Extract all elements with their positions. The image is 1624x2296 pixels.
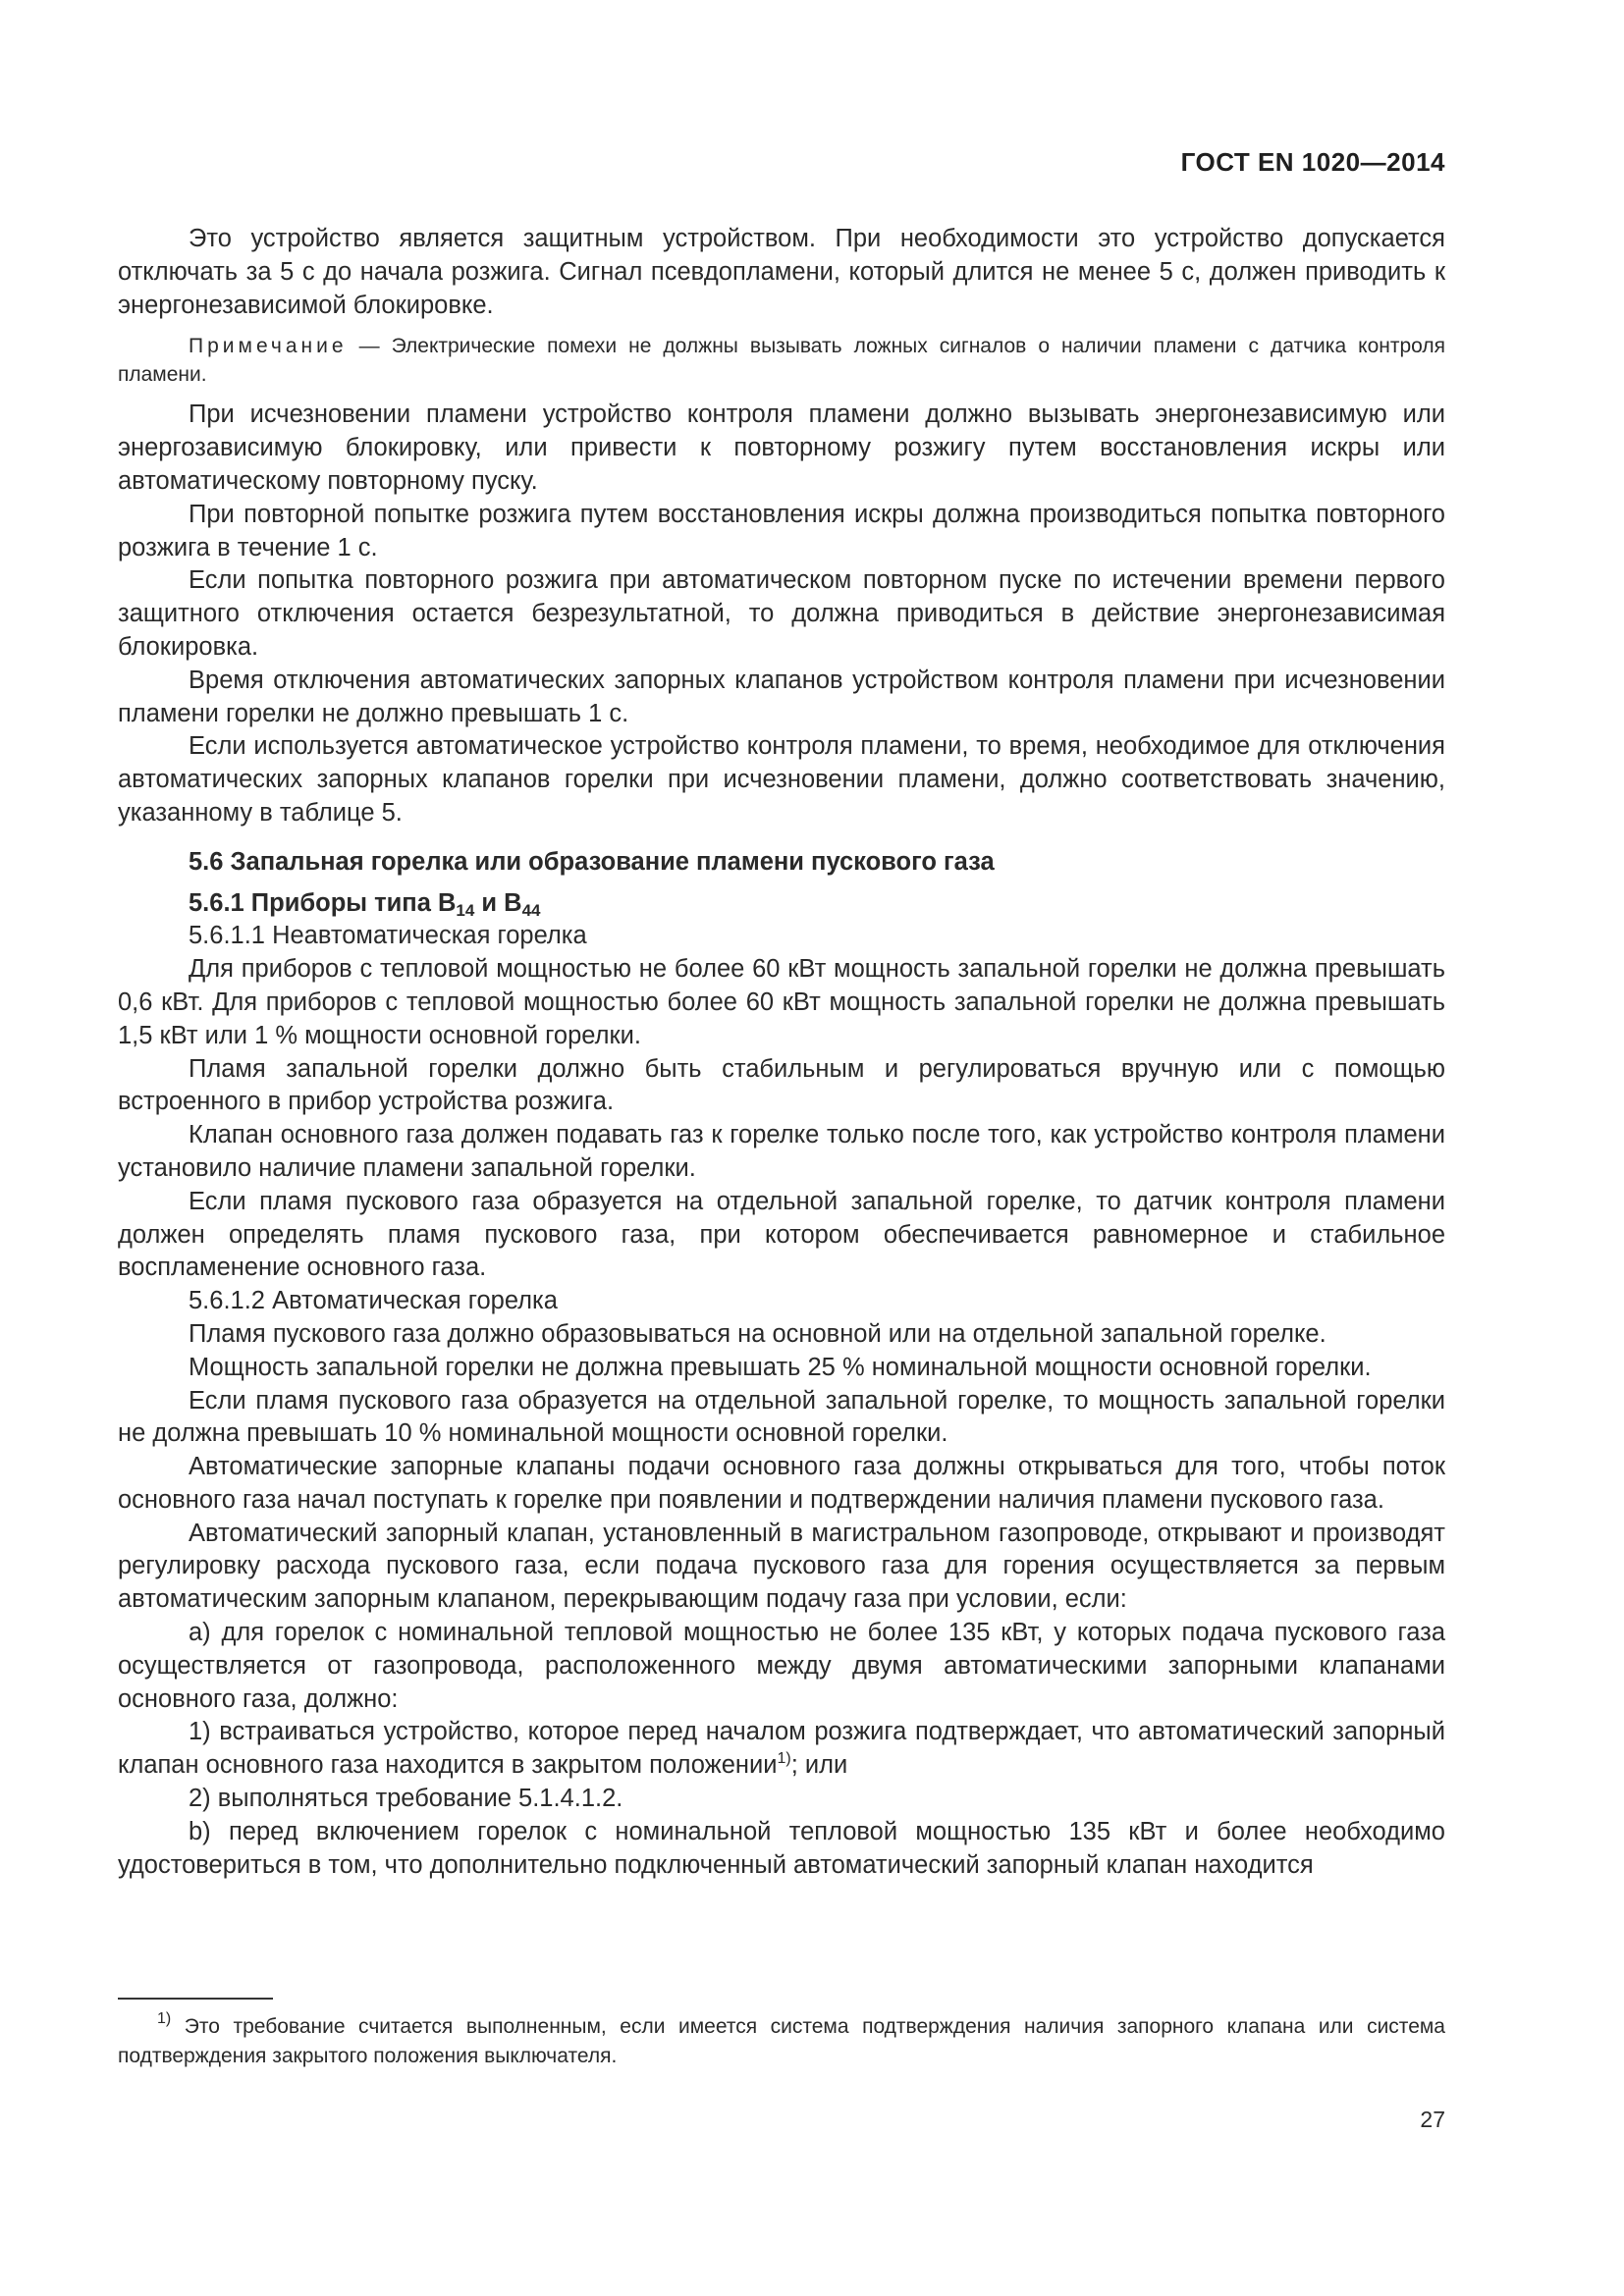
paragraph: Мощность запальной горелки не должна превышать 25 % номинальной мощности основной горелки. xyxy=(189,1353,1372,1381)
paragraph: Если пламя пускового газа образуется на отдельной запальной горелке, то датчик контроля пламени должен определять пламя пускового газа, при котором обеспечивается равномерное и стабильное воспламенение основного газа. xyxy=(118,1187,1445,1282)
paragraph: Если попытка повторного розжига при автоматическом повторном пуске по истечении времени первого защитного отключения остается безрезультатной, то должна приводиться в действие энергонезависимая блокировка. xyxy=(118,566,1445,661)
paragraph: Автоматические запорные клапаны подачи основного газа должны открываться для того, чтобы поток основного газа начал поступать к горелке при появлении и подтверждении наличия пламени пускового газа. xyxy=(118,1453,1445,1514)
heading-text: 5.6.1 Приборы типа B xyxy=(189,888,457,917)
paragraph: Для приборов с тепловой мощностью не более 60 кВт мощность запальной горелки не должна превышать 0,6 кВт. Для приборов с тепловой мощностью более 60 кВт мощность запальной горелки не должна превышать 1,5 кВт или 1 % мощности основной горелки. xyxy=(118,955,1445,1049)
subscript: 14 xyxy=(456,900,475,920)
paragraph: Автоматический запорный клапан, установленный в магистральном газопроводе, открывают и производят регулировку расхода пускового газа, если подача пускового газа для горения осуществляется за первым автоматическим запорным клапаном, перекрывающим подачу газа при условии, если: xyxy=(118,1519,1445,1614)
footnote-mark: 1) xyxy=(157,2010,172,2027)
paragraph: Если используется автоматическое устройство контроля пламени, то время, необходимое для отключения автоматических запорных клапанов горелки при исчезновении пламени, должно соответствовать значению, указанному в таблице 5. xyxy=(118,732,1445,827)
paragraph: Пламя пускового газа должно образовываться на основной или на отдельной запальной горелке. xyxy=(189,1319,1326,1348)
footnote-divider xyxy=(118,1998,273,2000)
heading-text: и B xyxy=(474,888,522,917)
paragraph: При повторной попытке розжига путем восстановления искры должна производиться попытка повторного розжига в течение 1 с. xyxy=(118,500,1445,561)
section-heading-5-6-1 xyxy=(118,887,1445,921)
list-item-text: 1) встраиваться устройство, которое перед началом розжига подтверждает, что автоматический запорный клапан основного газа находится в закрытом положении xyxy=(118,1718,1445,1780)
footnote-text: Это требование считается выполненным, если имеется система подтверждения наличия запорного клапана или система подтверждения закрытого положения выключателя. xyxy=(118,2015,1445,2067)
note xyxy=(118,332,1445,389)
list-item: a) для горелок с номинальной тепловой мощностью не более 135 кВт, у которых подача пускового газа осуществляется от газопровода, расположенного между двумя автоматическими запорными клапанами основного газа, должно: xyxy=(118,1619,1445,1713)
paragraph: При исчезновении пламени устройство контроля пламени должно вызывать энергонезависимую или энергозависимую блокировку, или привести к повторному розжигу путем восстановления искры или автоматическому повторному пуску. xyxy=(118,400,1445,495)
subsection-title: 5.6.1.2 Автоматическая горелка xyxy=(189,1287,558,1315)
paragraph: Пламя запальной горелки должно быть стабильным и регулироваться вручную или с помощью встроенного в прибор устройства розжига. xyxy=(118,1054,1445,1116)
paragraph: Это устройство является защитным устройством. При необходимости это устройство допускается отключать за 5 с до начала розжига. Сигнал псевдопламени, который длится не менее 5 с, должен приводить к энергонезависимой блокировке. xyxy=(118,225,1445,319)
list-item xyxy=(118,1716,1445,1783)
paragraph: Если пламя пускового газа образуется на отдельной запальной горелке, то мощность запальной горелки не должна превышать 10 % номинальной мощности основной горелки. xyxy=(118,1386,1445,1448)
note-label: Примечание xyxy=(189,335,348,358)
page-number: 27 xyxy=(1420,2107,1445,2132)
paragraph: Клапан основного газа должен подавать газ к горелке только после того, как устройство контроля пламени установило наличие пламени запальной горелки. xyxy=(118,1121,1445,1182)
footnote-ref[interactable]: 1) xyxy=(777,1750,791,1768)
paragraph: Время отключения автоматических запорных клапанов устройством контроля пламени при исчезновении пламени горелки не должно превышать 1 с. xyxy=(118,666,1445,727)
section-heading-5-6: 5.6 Запальная горелка или образование пламени пускового газа xyxy=(189,847,995,876)
footnote xyxy=(118,2012,1445,2071)
list-item: 2) выполняться требование 5.1.4.1.2. xyxy=(189,1785,623,1813)
page-body xyxy=(118,223,1445,1882)
list-item: b) перед включением горелок с номинальной тепловой мощностью 135 кВт и более необходимо удостовериться в том, что дополнительно подключенный автоматический запорный клапан находится xyxy=(118,1817,1445,1879)
subsection-title: 5.6.1.1 Неавтоматическая горелка xyxy=(189,922,587,950)
note-text: — Электрические помехи не должны вызывать ложных сигналов о наличии пламени с датчика контроля пламени. xyxy=(118,335,1445,387)
document-code-header: ГОСТ EN 1020—2014 xyxy=(1180,147,1445,177)
subscript: 44 xyxy=(521,900,541,920)
list-item-text: ; или xyxy=(790,1751,848,1780)
